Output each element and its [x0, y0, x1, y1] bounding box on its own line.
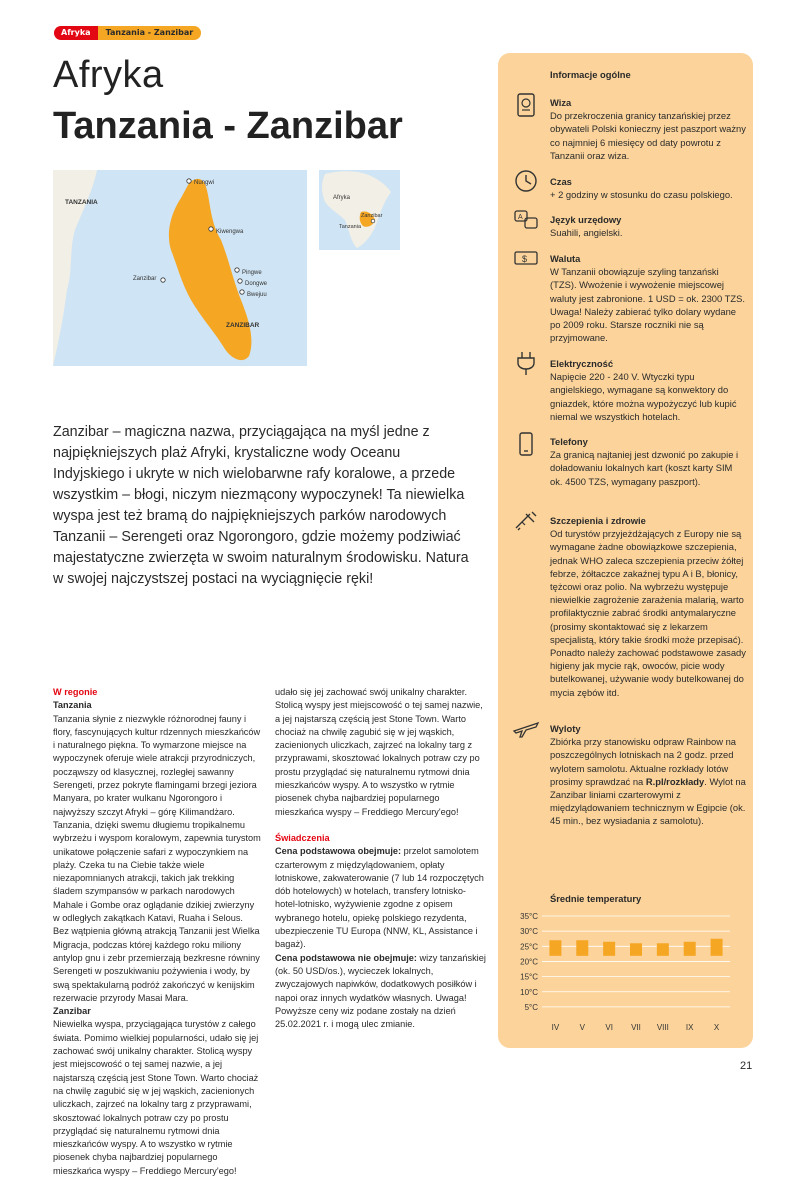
info-item-title: Wiza [550, 97, 572, 108]
info-item-flights [550, 722, 746, 828]
chart-ytick-label: 30°C [520, 927, 538, 937]
info-item-text: . Wylot na Zanzibar liniami czarterowymi z międzylądowaniem technicznym w Egipcie (ok. 45 min., bez wysiadania z samolotu). [550, 775, 746, 827]
region-heading: W regonie [53, 687, 98, 697]
info-item-title: Szczepienia i zdrowie [550, 515, 646, 526]
map-label-tanzania: TANZANIA [65, 199, 98, 206]
intro-paragraph: Zanzibar – magiczna nazwa, przyciągająca na myśl jedne z najpiękniejszych plaż Afryki, krystaliczne wody Oceanu Indyjskiego i ukryte w nich wielobarwne rafy koralowe, a przede wszystkim – błogi, niczym niezmącony wypoczynek! Ta niewielka wyspa jest też bramą do najpiękniejszych parków narodowych Tanzanii – Serengeti oraz Ngorongoro, gdzie możemy podziwiać majestatyczne zwierzęta w swoim naturalnym środowisku. Natura w swojej najczystszej postaci na wyciągnięcie ręki! [53, 424, 469, 587]
airplane-icon [512, 715, 540, 743]
clock-icon [512, 167, 540, 195]
services-included-text: przelot samolotem czarterowym z międzylądowaniem, opłaty lotniskowe, zakwaterowanie (7 lub 14 rozpoczętych dób hotelowych) w hotelach, transfery lotnisko-hotel-lotnisko, wyżywienie zgodne z opisem wybranego hotelu, opiekę polskiego rezydenta, ubezpieczenie TU Europa (NNW, KL, Assistance i bagaż). [275, 846, 484, 950]
info-item-title: Wyloty [550, 723, 581, 734]
chart-bar [576, 940, 588, 956]
map-label-kiwengwa: Kiwengwa [216, 229, 244, 235]
map-pin-icon [240, 290, 244, 294]
chart-ytick-label: 10°C [520, 987, 538, 997]
map-pin-icon [161, 278, 165, 282]
chart-xtick-label: IV [551, 1023, 560, 1032]
chart-ytick-label: 25°C [520, 942, 538, 952]
syringe-icon [512, 508, 540, 536]
chart-ytick-label: 15°C [520, 972, 538, 982]
chart-bar [549, 940, 561, 956]
chart-xtick-label: VII [631, 1023, 641, 1032]
svg-text:$: $ [522, 254, 528, 264]
info-item-text: Od turystów przyjeżdżających z Europy nie są wymagane żadne obowiązkowe szczepienia, jednak WHO zaleca szczepienia przeciw żółtej febrze, żółtaczce zakaźnej typu A i B, błonicy, tężcowi oraz polio. Na wybrzeżu występuje niewielkie zagrożenie zarażenia malarią, warto profilaktycznie zabrać środki antymalaryczne (prosimy skontaktować się z lekarzem specjalistą, który takie środki może przepisać). Ponadto należy zachować podstawowe zasady higieny jak mycie rąk, owoców, picie wody butelkowanej, używanie wody butelkowanej do mycia zębów itd. [550, 528, 746, 698]
chart-title: Średnie temperatury [550, 893, 642, 904]
language-icon [512, 206, 540, 234]
chart-xtick-label: VIII [656, 1023, 669, 1032]
zanzibar-description-continued: udało się jej zachować swój unikalny charakter. Stolicą wyspy jest miejscowość o tej samej nazwie, a jej najstarszą częścią jest Stone Town. Warto chociaż na chwilę zagubić się w jej wąskich, zacienionych uliczkach, zajrzeć na lokalny targ z przyprawami, skosztować lokalnych potraw czy po prostu przyglądać się naturalnemu rytmowi dnia mieszkańców wyspy. A to wszystko w rytmie piosenek chyba najbardziej popularnego mieszkańca wyspy – Freddiego Mercury'ego! [275, 687, 483, 817]
info-item-text: Do przekroczenia granicy tanzańskiej przez obywateli Polski konieczny jest paszport ważny co najmniej 6 miesięcy od daty powrotu z Tanzanii oraz wiza. [550, 110, 746, 161]
info-item-visa [550, 96, 746, 162]
info-item-text: Za granicą najtaniej jest dzwonić po zakupie i doładowaniu lokalnych kart (koszt karty SIM ok. 4500 TZS, wymagany paszport). [550, 449, 739, 487]
info-item-title: Telefony [550, 436, 588, 447]
tanzania-description: Tanzania słynie z niezwykle różnorodnej fauny i flory, fascynujących kultur rdzennych mieszkańców i naturalnego piękna. To wymarzone miejsce na wypoczynek oferuje wiele atrakcji przyrodniczych, począwszy od klasycznej, rozległej sawanny Serengeti, przez pokryte flamingami brzegi jeziora Manyara, po krater wulkanu Ngorongoro i najwyższy szczyt Afryki – górę Kilimandżaro. Tanzania, dzięki swemu długiemu tropikalnemu wybrzeżu i wyspom koralowym, zapewnia turystom unikatowe połączenie safari z wypoczynkiem na plaży. Czeka tu na Ciebie także wiele niezapomnianych atrakcji, takich jak trekking śladem szympansów w parkach narodowych Mahale i Gombe oraz oglądanie dzikiej zwierzyny w odległych zakątkach Katavi, Ruaha i Selous. Bez wątpienia główną atrakcją Tanzanii jest Wielka Migracja, podczas której każdego roku miliony antylop gnu i zebr przemierzają bezkresne równiny Serengeti w poszukiwaniu pożywienia i wody, by swą spektakularną podróż zakończyć w kenijskim rezerwacie przyrody Masai Mara. [53, 713, 261, 1003]
map-label-dongwe: Dongwe [245, 281, 268, 287]
breadcrumb-destination[interactable]: Tanzania - Zanzibar [98, 26, 202, 40]
temperature-chart [498, 908, 753, 1038]
services-included [275, 845, 487, 951]
info-item-title: Waluta [550, 253, 581, 264]
info-item-text: + 2 godziny w stosunku do czasu polskiego. [550, 189, 733, 201]
phone-icon [512, 430, 540, 458]
page-title-destination: Tanzania - Zanzibar [53, 105, 403, 147]
inset-label-zanzibar: Zanzibar [361, 213, 383, 219]
info-item-health [550, 514, 746, 699]
passport-icon [512, 91, 540, 119]
zanzibar-subheading: Zanzibar [53, 1006, 91, 1017]
africa-inset-map [319, 170, 400, 250]
map-label-zanzibar-city: Zanzibar [133, 276, 157, 282]
flight-schedule-link[interactable]: R.pl/rozkłady [645, 775, 705, 787]
map-pin-icon [371, 219, 375, 223]
inset-label-tanzania: Tanzania [339, 224, 362, 230]
info-item-title: Język urzędowy [550, 214, 622, 225]
info-item-phones [550, 435, 746, 488]
chart-bar [711, 939, 723, 956]
map-label-bwejuu: Bwejuu [247, 292, 267, 298]
services-column [275, 686, 487, 1031]
map-label-zanzibar-region: ZANZIBAR [226, 322, 260, 329]
info-panel [498, 53, 753, 1048]
info-item-title: Elektryczność [550, 358, 614, 369]
info-item-language [550, 213, 746, 239]
chart-xtick-label: X [713, 1023, 720, 1032]
zanzibar-map [53, 170, 307, 366]
chart-bar [684, 942, 696, 956]
breadcrumb-continent[interactable]: Afryka [54, 26, 98, 40]
services-heading: Świadczenia [275, 832, 330, 843]
info-item-text: W Tanzanii obowiązuje szyling tanzański (TZS). Wwożenie i wywożenie miejscowej waluty jest zabronione. 1 USD = ok. 2300 TZS. Uwaga! Należy zabierać tylko dolary wydane po 2009 roku. Starsze roczniki nie są przyjmowane. [550, 266, 745, 344]
services-excluded-text: wizy tanzańskiej (ok. 50 USD/os.), wycieczek lokalnych, zwyczajowych napiwków, dodatkowych posiłków i napoi oraz innych wydatków własnych. Uwaga! Powyższe ceny wiz podane zostały na dzień 25.02.2021 r. i mogą ulec zmianie. [275, 952, 486, 1030]
tanzania-subheading: Tanzania [53, 700, 92, 711]
map-pin-icon [187, 179, 191, 183]
chart-ytick-label: 20°C [520, 957, 538, 967]
map-pin-icon [209, 227, 213, 231]
chart-ytick-label: 5°C [524, 1002, 538, 1012]
chart-xtick-label: VI [605, 1023, 613, 1032]
info-item-title: Czas [550, 176, 572, 187]
region-column [53, 686, 261, 1176]
info-item-text: Suahili, angielski. [550, 227, 623, 239]
map-label-nungwi: Nungwi [194, 180, 215, 186]
services-excluded [275, 952, 487, 1032]
chart-bar [630, 943, 642, 956]
breadcrumb [54, 26, 201, 40]
chart-bar [603, 942, 615, 956]
inset-label-afryka: Afryka [333, 195, 351, 201]
info-item-text: Zbiórka przy stanowisku odpraw Rainbow na poszczególnych lotniskach na 2 godz. przed wylotem samolotu. Aktualne rozkłady lotów prosimy sprawdzać na [550, 736, 737, 787]
chart-xtick-label: V [579, 1023, 585, 1032]
map-pin-icon [235, 268, 239, 272]
zanzibar-description: Niewielka wyspa, przyciągająca turystów z całego świata. Pomimo wielkiej popularności, udało się jej zachować swój unikalny charakter. Stolicą wyspy jest miejscowość o tej samej nazwie, a jej najstarszą częścią jest Stone Town. Warto chociaż na chwilę zagubić się w jej wąskich, zacienionych uliczkach, zajrzeć na lokalny targ z przyprawami, skosztować lokalnych potraw czy po prostu przyglądać się naturalnemu rytmowi dnia mieszkańców wyspy. A to wszystko w rytmie piosenek chyba najbardziej popularnego mieszkańca wyspy – Freddiego Mercury'ego! [53, 1019, 259, 1176]
money-icon [512, 245, 540, 273]
map-pin-icon [238, 279, 242, 283]
services-excluded-label: Cena podstawowa nie obejmuje: [275, 952, 417, 963]
info-item-currency [550, 252, 746, 344]
info-panel-title: Informacje ogólne [550, 69, 631, 80]
chart-ytick-label: 35°C [520, 912, 538, 921]
page-number: 21 [740, 1060, 753, 1072]
chart-xtick-label: IX [685, 1023, 694, 1032]
chart-bar [657, 943, 669, 956]
map-label-pingwe: Pingwe [242, 270, 262, 276]
info-item-electricity [550, 357, 746, 423]
plug-icon [512, 349, 540, 377]
svg-text:A: A [518, 214, 523, 221]
info-item-time [550, 175, 746, 201]
info-item-text: Napięcie 220 - 240 V. Wtyczki typu angielskiego, wymagane są konwektory do gniazdek, które można wypożyczyć lub kupić niemal we wszystkich hotelach. [550, 371, 737, 422]
services-included-label: Cena podstawowa obejmuje: [275, 846, 402, 857]
page-title-region: Afryka [53, 54, 164, 96]
